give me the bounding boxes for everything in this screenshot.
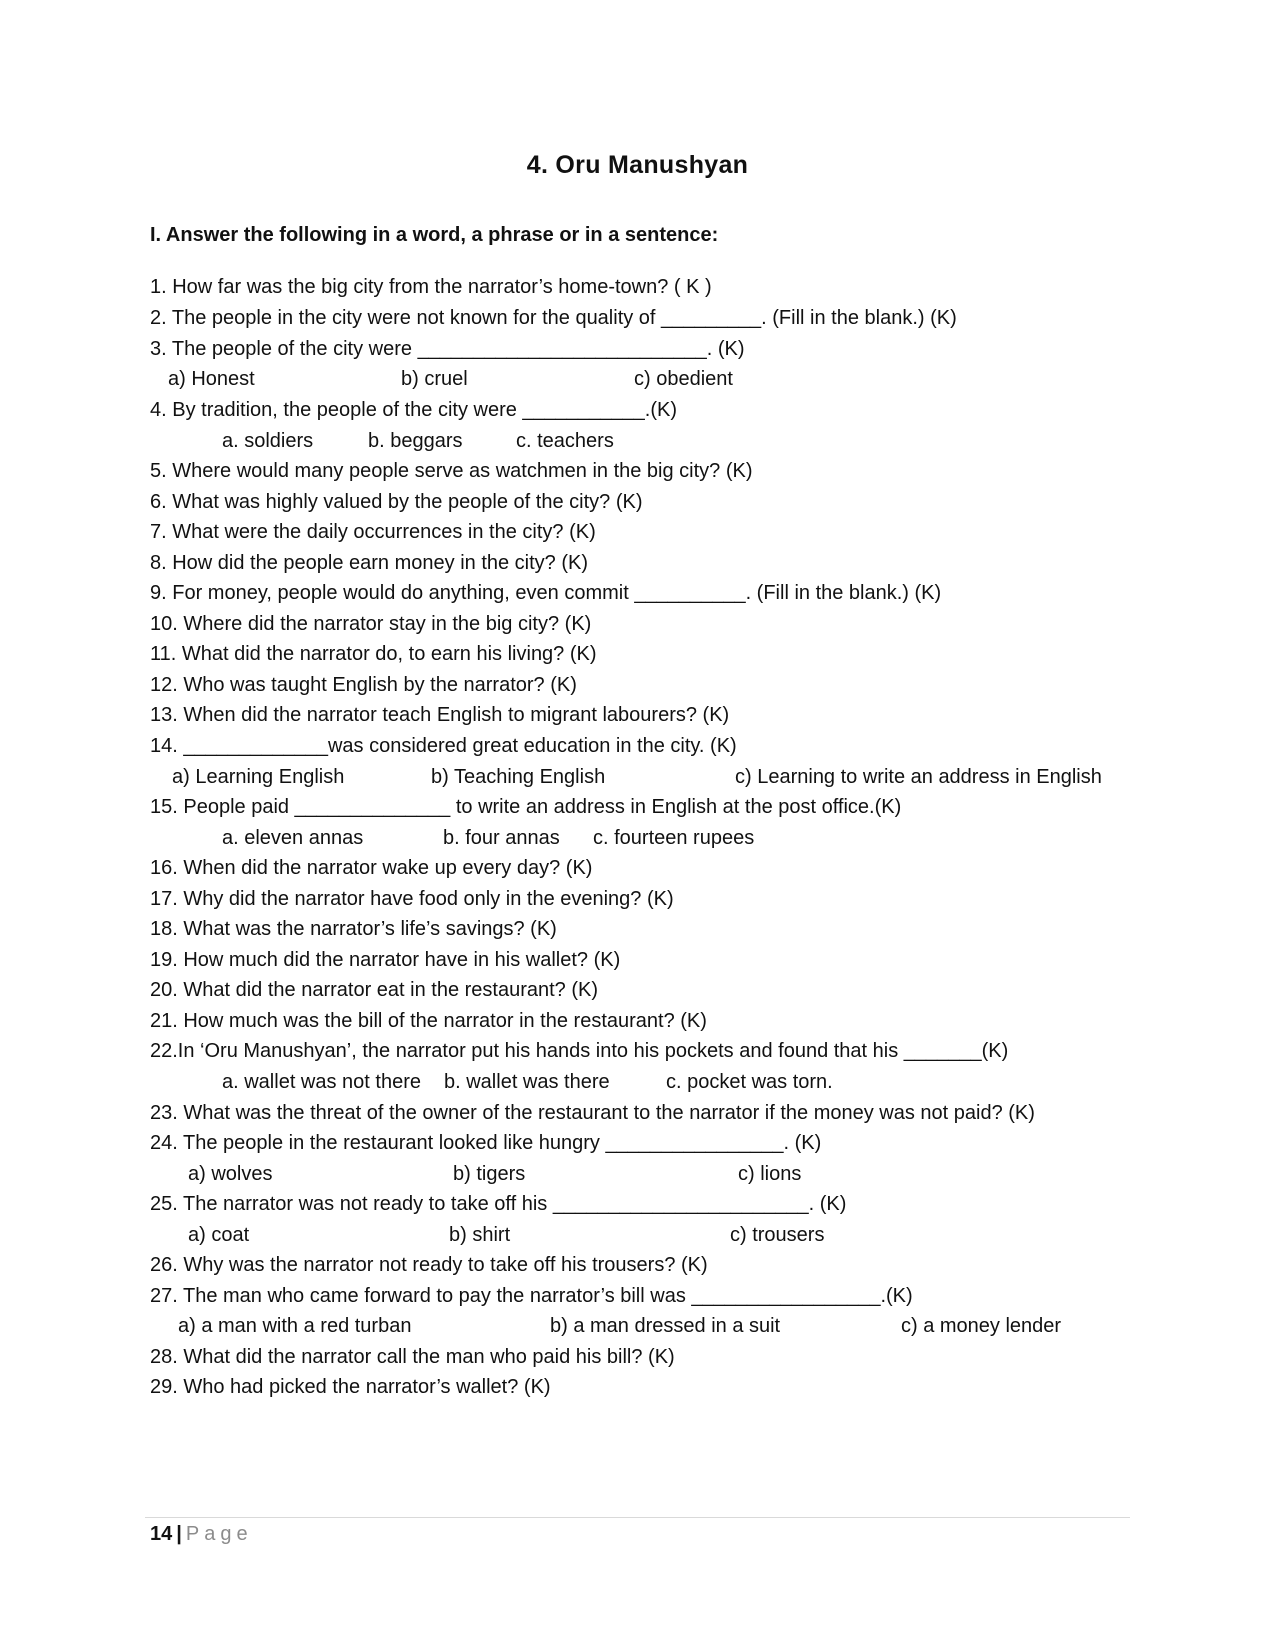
q25-option-c: c) trousers [730, 1224, 825, 1246]
question-7: 7. What were the daily occurrences in the city? (K) [150, 521, 596, 543]
question-28: 28. What did the narrator call the man who paid his bill? (K) [150, 1346, 675, 1368]
q14-option-a: a) Learning English [172, 766, 345, 788]
page-footer [150, 1523, 253, 1546]
question-9: 9. For money, people would do anything, even commit __________. (Fill in the blank.) (K) [150, 582, 942, 604]
q4-option-c: c. teachers [516, 430, 614, 452]
question-14: 14. _____________was considered great education in the city. (K) [150, 735, 737, 757]
question-5: 5. Where would many people serve as watchmen in the big city? (K) [150, 460, 753, 482]
question-18: 18. What was the narrator’s life’s savings? (K) [150, 918, 557, 940]
q15-option-b: b. four annas [443, 827, 560, 849]
q22-option-c: c. pocket was torn. [666, 1071, 833, 1093]
question-24: 24. The people in the restaurant looked like hungry ________________. (K) [150, 1132, 822, 1154]
question-21: 21. How much was the bill of the narrator in the restaurant? (K) [150, 1010, 707, 1032]
q27-option-c: c) a money lender [901, 1315, 1062, 1337]
q24-option-b: b) tigers [453, 1163, 526, 1185]
question-11: 11. What did the narrator do, to earn his living? (K) [150, 643, 597, 665]
question-1: 1. How far was the big city from the narrator’s home-town? ( K ) [150, 276, 712, 298]
question-4: 4. By tradition, the people of the city were ___________.(K) [150, 399, 678, 421]
q27-option-a: a) a man with a red turban [178, 1315, 412, 1337]
footer-separator: | [176, 1523, 182, 1545]
page-number: 14 [150, 1523, 173, 1545]
question-27: 27. The man who came forward to pay the narrator’s bill was _________________.(K) [150, 1285, 913, 1307]
footer-divider [145, 1517, 1130, 1518]
question-6: 6. What was highly valued by the people of the city? (K) [150, 491, 643, 513]
q3-option-a: a) Honest [168, 368, 255, 390]
question-29: 29. Who had picked the narrator’s wallet? (K) [150, 1376, 551, 1398]
question-17: 17. Why did the narrator have food only in the evening? (K) [150, 888, 674, 910]
question-19: 19. How much did the narrator have in his wallet? (K) [150, 949, 621, 971]
question-26: 26. Why was the narrator not ready to take off his trousers? (K) [150, 1254, 708, 1276]
q22-option-b: b. wallet was there [444, 1071, 610, 1093]
q15-option-a: a. eleven annas [222, 827, 364, 849]
q24-option-c: c) lions [738, 1163, 802, 1185]
q25-option-b: b) shirt [449, 1224, 511, 1246]
question-10: 10. Where did the narrator stay in the big city? (K) [150, 613, 592, 635]
page-label: Page [185, 1523, 253, 1545]
q3-option-b: b) cruel [401, 368, 468, 390]
page-title: 4. Oru Manushyan [526, 151, 749, 179]
question-20: 20. What did the narrator eat in the restaurant? (K) [150, 979, 599, 1001]
question-12: 12. Who was taught English by the narrator? (K) [150, 674, 577, 696]
question-23: 23. What was the threat of the owner of the restaurant to the narrator if the money was not paid? (K) [150, 1102, 1035, 1124]
q14-option-c: c) Learning to write an address in English [735, 766, 1102, 788]
q3-option-c: c) obedient [634, 368, 733, 390]
q24-option-a: a) wolves [188, 1163, 273, 1185]
q14-option-b: b) Teaching English [431, 766, 606, 788]
q22-option-a: a. wallet was not there [222, 1071, 421, 1093]
q15-option-c: c. fourteen rupees [593, 827, 755, 849]
question-22: 22.In ‘Oru Manushyan’, the narrator put his hands into his pockets and found that his _______(K) [150, 1040, 1009, 1062]
question-25: 25. The narrator was not ready to take off his _______________________. (K) [150, 1193, 847, 1215]
q25-option-a: a) coat [188, 1224, 250, 1246]
q4-option-b: b. beggars [368, 430, 463, 452]
question-15: 15. People paid ______________ to write an address in English at the post office.(K) [150, 796, 902, 818]
question-16: 16. When did the narrator wake up every day? (K) [150, 857, 593, 879]
q27-option-b: b) a man dressed in a suit [550, 1315, 781, 1337]
q4-option-a: a. soldiers [222, 430, 314, 452]
question-2: 2. The people in the city were not known for the quality of _________. (Fill in the blank.) (K) [150, 307, 957, 329]
question-13: 13. When did the narrator teach English to migrant labourers? (K) [150, 704, 730, 726]
section-heading: I. Answer the following in a word, a phrase or in a sentence: [150, 224, 719, 246]
question-3: 3. The people of the city were __________________________. (K) [150, 338, 745, 360]
question-8: 8. How did the people earn money in the city? (K) [150, 552, 589, 574]
